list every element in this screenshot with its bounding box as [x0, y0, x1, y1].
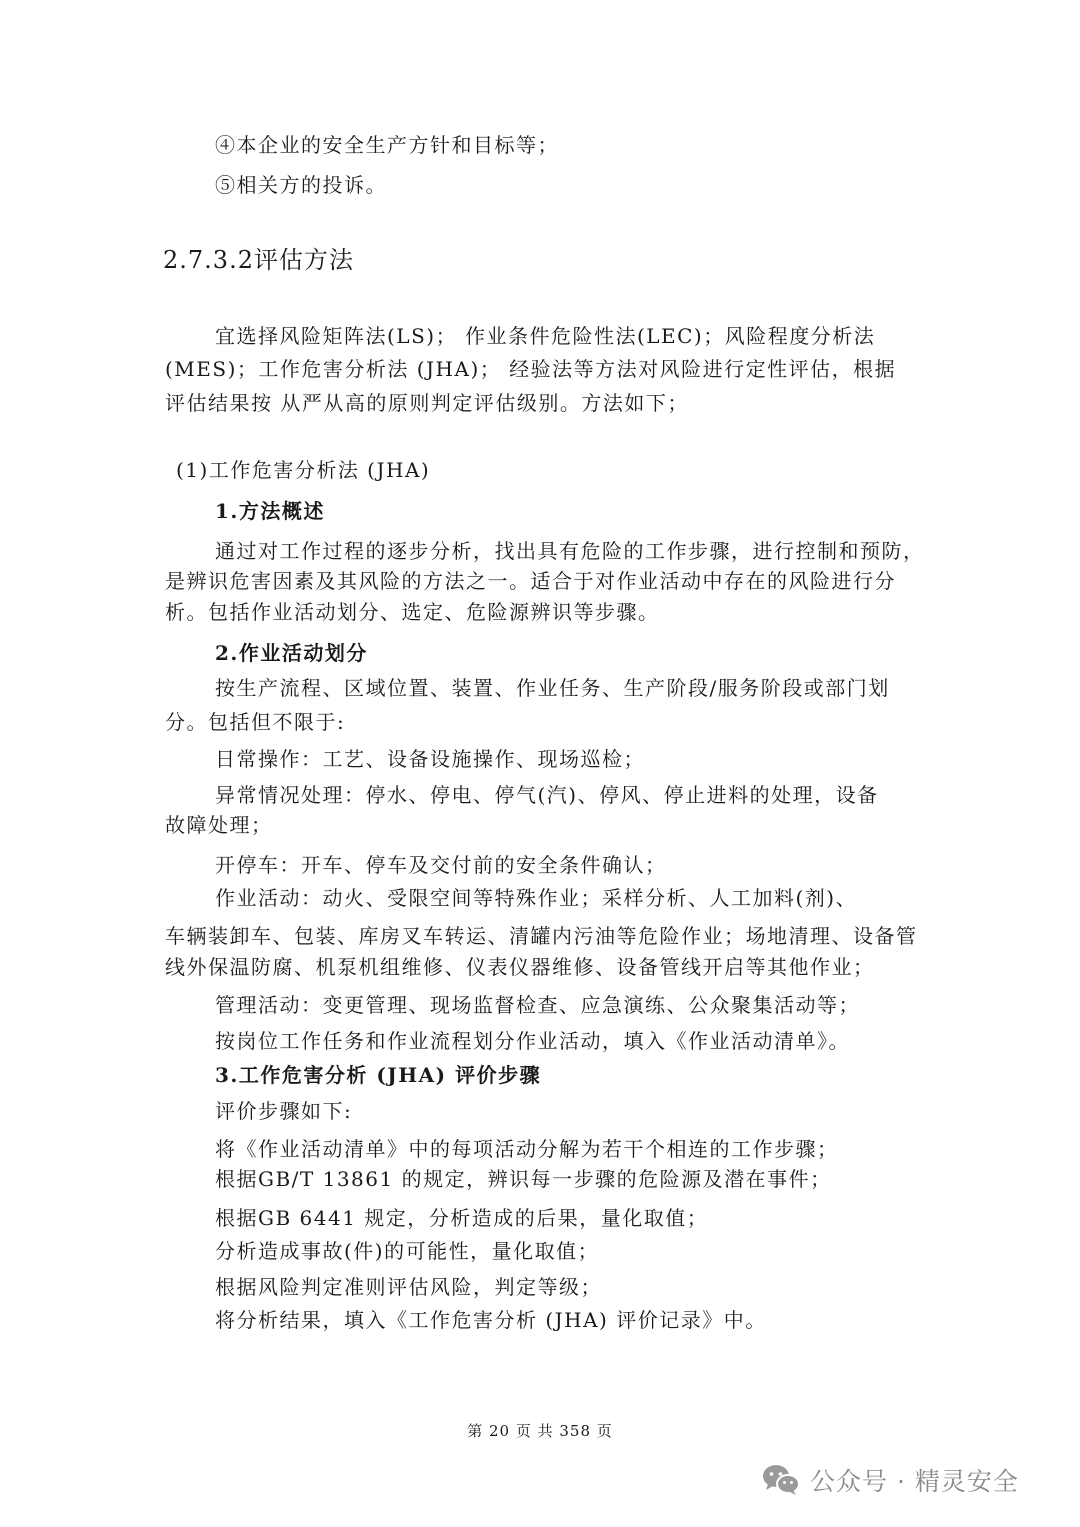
paragraph-line: 宜选择风险矩阵法(LS)； 作业条件危险性法(LEC)；风险程度分析法	[215, 324, 876, 348]
paragraph-line: 异常情况处理：停水、停电、停气(汽)、停风、停止进料的处理，设备	[215, 783, 879, 807]
paragraph-line: 评价步骤如下:	[215, 1099, 353, 1123]
paragraph-line: 作业活动：动火、受限空间等特殊作业；采样分析、人工加料(剂)、	[215, 886, 858, 910]
paragraph-line: 分。包括但不限于:	[165, 710, 346, 734]
paragraph-line: 是辨识危害因素及其风险的方法之一。适合于对作业活动中存在的风险进行分	[165, 569, 896, 593]
sub-heading: 1.方法概述	[215, 499, 325, 523]
wechat-icon	[762, 1463, 800, 1497]
paragraph-line: 按生产流程、区域位置、装置、作业任务、生产阶段/服务阶段或部门划	[215, 676, 890, 700]
paragraph-line: 按岗位工作任务和作业流程划分作业活动，填入《作业活动清单》。	[215, 1029, 850, 1053]
paragraph-line: 根据风险判定准则评估风险，判定等级；	[215, 1275, 602, 1299]
sub-heading: 3.工作危害分析 (JHA) 评价步骤	[215, 1063, 542, 1087]
paragraph-line: 日常操作：工艺、设备设施操作、现场巡检；	[215, 747, 645, 771]
paragraph-line: 故障处理；	[165, 813, 273, 837]
list-item-5: ⑤相关方的投诉。	[215, 173, 387, 197]
subsection-heading: (1)工作危害分析法 (JHA)	[176, 458, 431, 482]
paragraph-line: 分析造成事故(件)的可能性，量化取值；	[215, 1239, 600, 1263]
page-number: 第 20 页 共 358 页	[467, 1422, 613, 1440]
paragraph-line: 将《作业活动清单》中的每项活动分解为若干个相连的工作步骤；	[215, 1137, 839, 1161]
paragraph-line: 车辆装卸车、包装、库房叉车转运、清罐内污油等危险作业；场地清理、设备管	[165, 924, 918, 948]
paragraph-line: 根据GB/T 13861 的规定，辨识每一步骤的危险源及潜在事件；	[215, 1167, 832, 1191]
paragraph-line: 线外保温防腐、机泵机组维修、仪表仪器维修、设备管线开启等其他作业；	[165, 955, 875, 979]
paragraph-line: 通过对工作过程的逐步分析，找出具有危险的工作步骤，进行控制和预防，	[215, 539, 925, 563]
paragraph-line: 析。包括作业活动划分、选定、危险源辨识等步骤。	[165, 600, 660, 624]
watermark	[762, 1462, 1019, 1498]
list-item-4: ④本企业的安全生产方针和目标等；	[215, 133, 559, 157]
watermark-text: 公众号 · 精灵安全	[810, 1467, 1019, 1496]
paragraph-line: (MES)；工作危害分析法 (JHA)； 经验法等方法对风险进行定性评估，根据	[165, 357, 897, 381]
paragraph-line: 开停车：开车、停车及交付前的安全条件确认；	[215, 853, 667, 877]
paragraph-line: 根据GB 6441 规定，分析造成的后果，量化取值；	[215, 1206, 709, 1230]
paragraph-line: 管理活动：变更管理、现场监督检查、应急演练、公众聚集活动等；	[215, 993, 860, 1017]
paragraph-line: 将分析结果，填入《工作危害分析 (JHA) 评价记录》中。	[215, 1308, 767, 1332]
sub-heading: 2.作业活动划分	[215, 641, 368, 665]
paragraph-line: 评估结果按 从严从高的原则判定评估级别。方法如下；	[165, 391, 689, 415]
section-heading: 2.7.3.2评估方法	[163, 246, 354, 274]
